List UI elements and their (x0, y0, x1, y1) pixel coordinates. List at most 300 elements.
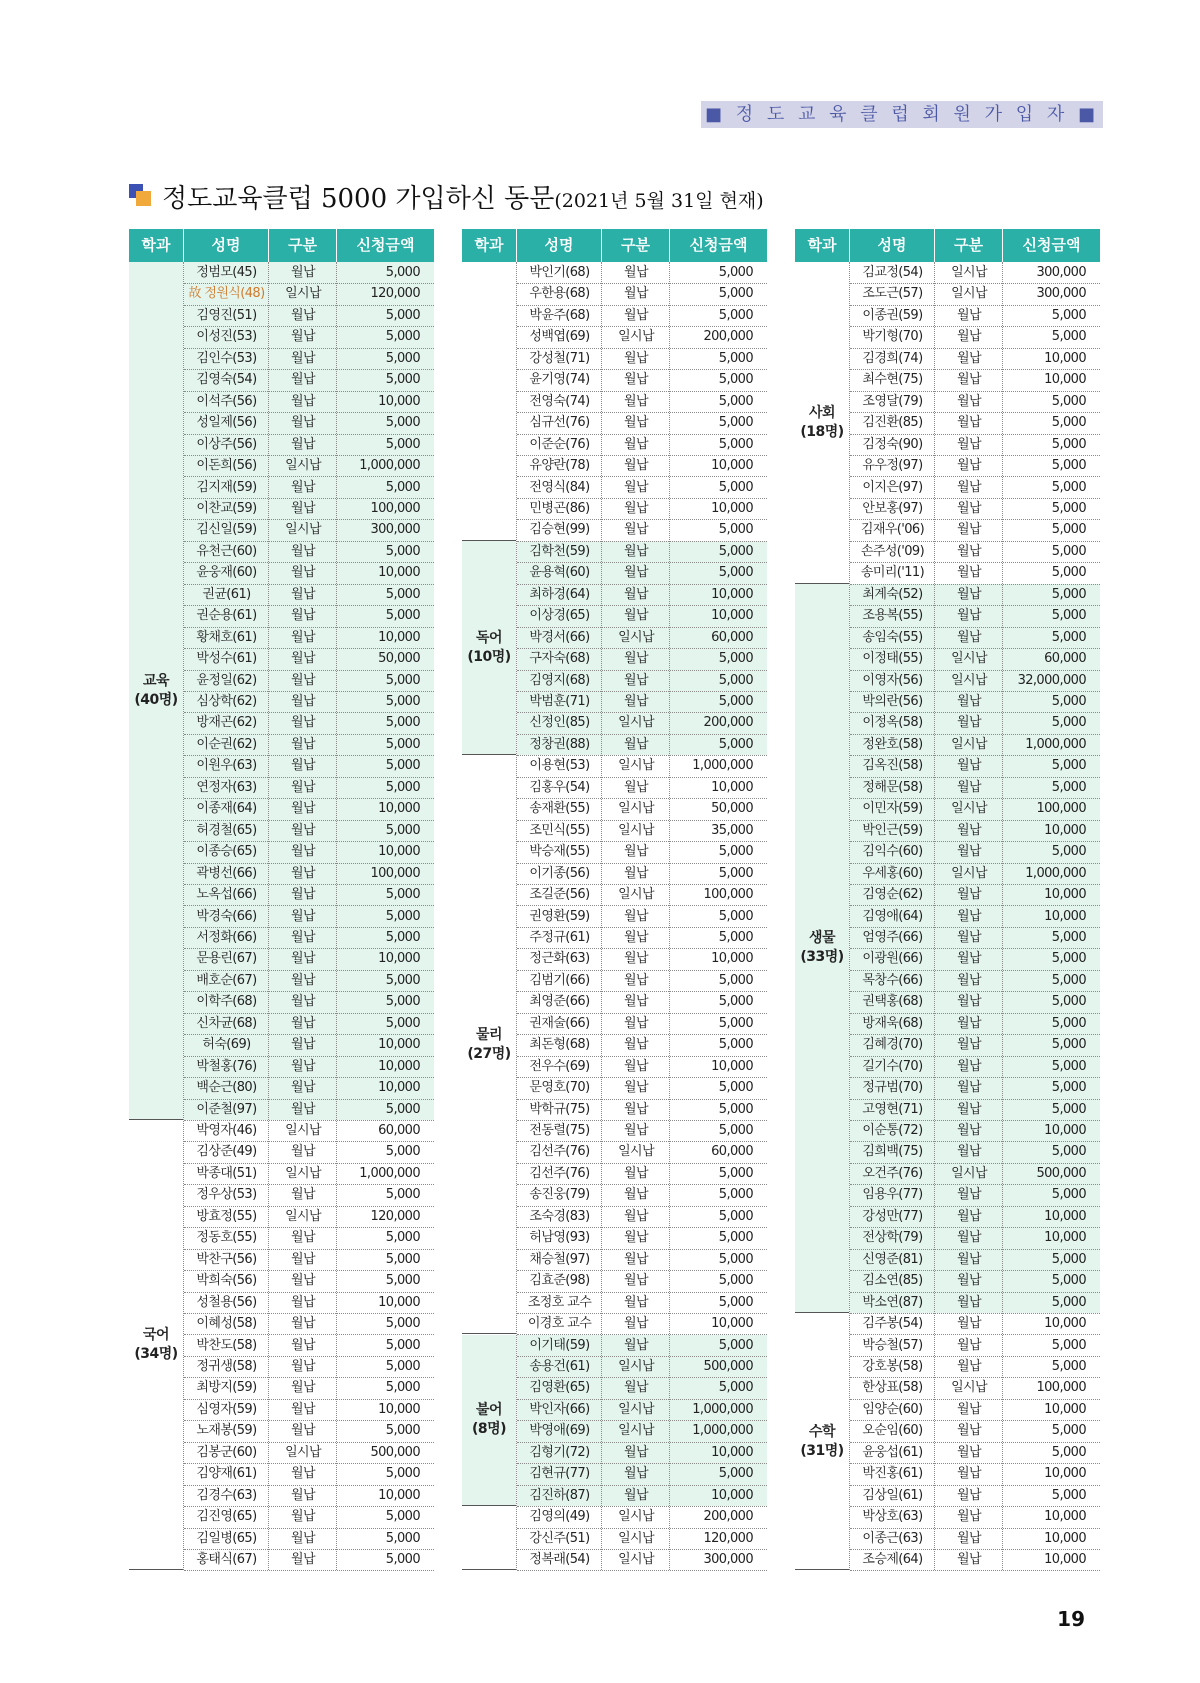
pledge-amount: 10,000 (1044, 1123, 1086, 1138)
pledge-amount: 10,000 (378, 801, 420, 817)
department-name: 교육 (142, 673, 170, 689)
table-row (184, 1528, 434, 1550)
member-name: 조용복(55) (862, 608, 923, 624)
pledge-amount: 5,000 (385, 415, 420, 431)
pledge-amount: 100,000 (703, 887, 753, 903)
payment-type: 월납 (624, 1273, 648, 1289)
table-row (517, 1420, 767, 1442)
pledge-amount: 5,000 (1051, 779, 1086, 795)
payment-type: 월납 (624, 1466, 648, 1482)
pledge-amount: 5,000 (1051, 994, 1086, 1010)
table-row (517, 948, 767, 970)
table-row (850, 1292, 1100, 1314)
table-row (184, 777, 434, 799)
table-row (184, 927, 434, 949)
payment-type: 월납 (624, 1444, 648, 1460)
pledge-amount: 5,000 (718, 1080, 753, 1096)
table-row (850, 884, 1100, 906)
department-count: (33명) (800, 949, 844, 966)
pledge-amount: 5,000 (718, 1294, 753, 1310)
table-row (517, 283, 767, 305)
member-name: 박찬구(56) (196, 1251, 257, 1267)
member-name: 조민식(55) (529, 822, 590, 838)
payment-type: 월납 (624, 458, 648, 474)
payment-type: 월납 (957, 972, 981, 988)
payment-type: 월납 (291, 329, 315, 345)
pledge-amount: 5,000 (1051, 565, 1086, 581)
payment-type: 월납 (957, 887, 981, 903)
table-header-cell: 학과 (462, 229, 516, 262)
member-name: 이종권(59) (862, 307, 923, 323)
table-row (517, 1227, 767, 1249)
member-name: 곽병선(66) (196, 865, 257, 881)
pledge-amount: 5,000 (1051, 415, 1086, 431)
member-name: 이순권(62) (196, 736, 257, 752)
payment-type: 일시납 (618, 1530, 654, 1546)
pledge-amount: 10,000 (711, 500, 753, 516)
table-row (517, 1120, 767, 1142)
table-row (517, 1335, 767, 1357)
member-name: 신정인(85) (529, 715, 590, 731)
pledge-amount: 10,000 (1044, 1208, 1086, 1224)
payment-type: 일시납 (618, 1423, 654, 1439)
table-row (850, 1056, 1100, 1078)
pledge-amount: 5,000 (385, 1466, 420, 1482)
member-name: 오건주(76) (862, 1165, 923, 1181)
payment-type: 월납 (624, 307, 648, 323)
table-row (517, 1034, 767, 1056)
member-name: 신영준(81) (862, 1251, 923, 1267)
pledge-amount: 10,000 (378, 844, 420, 860)
member-name: 민병곤(86) (529, 500, 590, 516)
member-name: 이민자(59) (862, 801, 923, 817)
pledge-amount: 5,000 (385, 1358, 420, 1374)
member-name: 홍태식(67) (196, 1552, 257, 1567)
pledge-amount: 5,000 (1051, 543, 1086, 559)
payment-type: 월납 (957, 1552, 981, 1567)
payment-type: 월납 (291, 951, 315, 967)
pledge-amount: 5,000 (385, 1509, 420, 1525)
pledge-amount: 5,000 (1051, 715, 1086, 731)
pledge-amount: 5,000 (718, 1208, 753, 1224)
pledge-amount: 5,000 (1051, 1337, 1086, 1353)
table-row (517, 1549, 767, 1571)
member-name: 심상학(62) (196, 694, 257, 709)
pledge-amount: 100,000 (1036, 1380, 1086, 1396)
table-row (184, 519, 434, 541)
member-name: 김영의(49) (529, 1509, 590, 1525)
payment-type: 월납 (957, 307, 981, 323)
table-row (517, 1528, 767, 1550)
member-name: 조승제(64) (862, 1552, 923, 1567)
payment-type: 일시납 (285, 1165, 321, 1181)
member-name: 정해문(58) (862, 779, 923, 795)
payment-type: 월납 (291, 908, 315, 924)
table-header-cell: 학과 (795, 229, 849, 262)
payment-type: 일시납 (285, 458, 321, 474)
table-row (517, 627, 767, 649)
member-name: 이원우(63) (196, 758, 257, 774)
pledge-amount: 500,000 (370, 1444, 420, 1460)
department-cell (795, 262, 849, 584)
member-name: 정근화(63) (529, 951, 590, 967)
table-row (850, 970, 1100, 992)
pledge-amount: 5,000 (385, 994, 420, 1010)
payment-type: 월납 (291, 1509, 315, 1525)
table-row (517, 1249, 767, 1271)
table-row (517, 1206, 767, 1228)
payment-type: 일시납 (618, 758, 654, 774)
table-row (184, 648, 434, 670)
pledge-amount: 120,000 (703, 1530, 753, 1546)
pledge-amount: 10,000 (1044, 350, 1086, 366)
pledge-amount: 10,000 (1044, 1230, 1086, 1246)
pledge-amount: 5,000 (385, 479, 420, 495)
payment-type: 월납 (291, 715, 315, 731)
table-row (184, 1420, 434, 1442)
member-name: 김교정(54) (862, 265, 923, 280)
table-row (850, 348, 1100, 370)
payment-type: 월납 (291, 779, 315, 795)
table-row (850, 841, 1100, 863)
member-name: 정동호(55) (196, 1230, 257, 1246)
table-row (850, 1206, 1100, 1228)
table-row (850, 1163, 1100, 1185)
payment-type: 월납 (957, 694, 981, 709)
payment-type: 월납 (291, 1187, 315, 1203)
table-header-cell: 성명 (850, 229, 934, 262)
table-row (517, 348, 767, 370)
table-row (184, 712, 434, 734)
payment-type: 월납 (957, 350, 981, 366)
table-row (850, 820, 1100, 842)
payment-type: 월납 (957, 629, 981, 645)
pledge-amount: 5,000 (718, 844, 753, 860)
pledge-amount: 5,000 (718, 929, 753, 945)
payment-type: 월납 (624, 865, 648, 881)
payment-type: 월납 (291, 1294, 315, 1310)
payment-type: 월납 (957, 908, 981, 924)
table-row (184, 1506, 434, 1528)
payment-type: 월납 (624, 651, 648, 667)
pledge-amount: 10,000 (711, 1058, 753, 1074)
payment-type: 월납 (291, 393, 315, 409)
pledge-amount: 5,000 (1051, 307, 1086, 323)
pledge-amount: 5,000 (718, 565, 753, 581)
table-row (517, 1463, 767, 1485)
member-name: 박진홍(61) (862, 1466, 923, 1482)
member-name: 성백엽(69) (529, 329, 590, 345)
member-name: 강호봉(58) (862, 1358, 923, 1374)
payment-type: 월납 (624, 265, 648, 280)
table-row (184, 1292, 434, 1314)
pledge-amount: 5,000 (1051, 329, 1086, 345)
table-row (517, 798, 767, 820)
payment-type: 월납 (291, 1273, 315, 1289)
member-name: 우세홍(60) (862, 865, 923, 881)
member-name: 송용건(61) (529, 1358, 590, 1374)
pledge-amount: 10,000 (711, 779, 753, 795)
member-name: 박승철(57) (862, 1337, 923, 1353)
payment-type: 월납 (291, 1080, 315, 1096)
payment-type: 월납 (291, 1230, 315, 1246)
table-row (850, 1377, 1100, 1399)
department-name: 수학 (808, 1423, 836, 1440)
table-row (184, 1463, 434, 1485)
member-name: 김승현(99) (529, 522, 590, 538)
table-row (517, 1163, 767, 1185)
table-row (517, 777, 767, 799)
table-row (184, 1056, 434, 1078)
table-row (850, 712, 1100, 734)
pledge-amount: 100,000 (370, 865, 420, 881)
pledge-amount: 5,000 (1051, 951, 1086, 967)
member-name: 송미리('11) (860, 565, 925, 581)
table-row (517, 1485, 767, 1507)
member-name: 이종재(64) (196, 801, 257, 817)
table-row (517, 519, 767, 541)
table-row (517, 670, 767, 692)
payment-type: 월납 (291, 672, 315, 688)
pledge-amount: 10,000 (378, 951, 420, 967)
payment-type: 월납 (291, 1251, 315, 1267)
table-row (184, 1399, 434, 1421)
pledge-amount: 5,000 (718, 265, 753, 280)
payment-type: 월납 (957, 1316, 981, 1332)
table-row (184, 541, 434, 563)
payment-type: 월납 (957, 479, 981, 495)
table-row (517, 326, 767, 348)
payment-type: 월납 (291, 565, 315, 581)
table-row (850, 562, 1100, 584)
payment-type: 월납 (624, 479, 648, 495)
table-row (850, 670, 1100, 692)
pledge-amount: 5,000 (385, 887, 420, 903)
payment-type: 월납 (291, 1337, 315, 1353)
payment-type: 일시납 (951, 865, 987, 881)
pledge-amount: 1,000,000 (359, 1165, 420, 1181)
payment-type: 일시납 (618, 1358, 654, 1374)
pledge-amount: 5,000 (385, 1316, 420, 1332)
department-cell (462, 262, 516, 541)
payment-type: 월납 (624, 565, 648, 581)
member-name: 허남영(93) (529, 1230, 590, 1246)
pledge-amount: 5,000 (1051, 608, 1086, 624)
payment-type: 월납 (957, 779, 981, 795)
member-name: 최영준(66) (529, 994, 590, 1010)
table-row (184, 1099, 434, 1121)
pledge-amount: 10,000 (378, 565, 420, 581)
payment-type: 일시납 (951, 672, 987, 688)
table-row (850, 1463, 1100, 1485)
payment-type: 월납 (291, 586, 315, 602)
member-name: 최돈형(68) (529, 1037, 590, 1053)
table-row (850, 798, 1100, 820)
member-name: 최계숙(52) (862, 586, 923, 602)
table-header-cell: 구분 (935, 229, 1002, 262)
payment-type: 월납 (291, 651, 315, 667)
member-name: 윤기영(74) (529, 372, 590, 388)
payment-type: 월납 (291, 543, 315, 559)
table-header-cell: 구분 (269, 229, 336, 262)
member-name: 박승재(55) (529, 844, 590, 860)
member-name: 이석주(56) (196, 393, 257, 409)
member-name: 허경철(65) (196, 822, 257, 838)
table-row (184, 455, 434, 477)
department-name: 물리 (475, 1026, 503, 1043)
member-name: 연정자(63) (196, 779, 257, 795)
payment-type: 월납 (957, 1358, 981, 1374)
table-row (850, 1313, 1100, 1335)
table-row (184, 498, 434, 520)
payment-type: 월납 (957, 415, 981, 431)
department-count: (40명) (134, 692, 178, 708)
member-name: 김영숙(54) (196, 372, 257, 388)
member-name: 이기종(56) (529, 865, 590, 881)
pledge-amount: 10,000 (1044, 372, 1086, 388)
pledge-amount: 5,000 (385, 1251, 420, 1267)
table-row (850, 1227, 1100, 1249)
pledge-amount: 10,000 (711, 1316, 753, 1332)
table-row (850, 691, 1100, 713)
member-name: 조도근(57) (862, 286, 923, 302)
pledge-amount: 5,000 (1051, 929, 1086, 945)
payment-type: 월납 (624, 1015, 648, 1031)
member-table-3 (795, 229, 1100, 1570)
payment-type: 월납 (624, 522, 648, 538)
payment-type: 월납 (957, 372, 981, 388)
payment-type: 월납 (957, 1401, 981, 1417)
table-row (850, 326, 1100, 348)
payment-type: 월납 (957, 1294, 981, 1310)
member-name: 김효준(98) (529, 1273, 590, 1289)
pledge-amount: 5,000 (385, 758, 420, 774)
payment-type: 월납 (291, 844, 315, 860)
member-name: 허숙(69) (202, 1037, 251, 1053)
table-row (184, 841, 434, 863)
member-name: 이정옥(58) (862, 715, 923, 731)
table-row (184, 326, 434, 348)
member-name: 방재욱(68) (862, 1015, 923, 1031)
member-name: 박범훈(71) (529, 694, 590, 709)
member-name: 김선주(76) (529, 1165, 590, 1181)
table-row (184, 991, 434, 1013)
member-name: 김양재(61) (196, 1466, 257, 1482)
payment-type: 월납 (957, 1187, 981, 1203)
payment-type: 월납 (291, 1144, 315, 1160)
pledge-amount: 10,000 (1044, 1316, 1086, 1332)
payment-type: 월납 (291, 694, 315, 709)
table-row (184, 1270, 434, 1292)
table-row (517, 734, 767, 756)
pledge-amount: 5,000 (718, 436, 753, 452)
payment-type: 월납 (957, 329, 981, 345)
table-row (850, 927, 1100, 949)
pledge-amount: 50,000 (378, 651, 420, 667)
department-cell (462, 541, 516, 756)
member-name: 심규선(76) (529, 415, 590, 431)
pledge-amount: 500,000 (1036, 1165, 1086, 1181)
member-name: 김형기(72) (529, 1444, 590, 1460)
table-row (850, 605, 1100, 627)
pledge-amount: 5,000 (1051, 479, 1086, 495)
pledge-amount: 10,000 (1044, 1509, 1086, 1525)
pledge-amount: 1,000,000 (692, 758, 753, 774)
table-row (184, 863, 434, 885)
payment-type: 월납 (291, 1015, 315, 1031)
pledge-amount: 5,000 (1051, 1251, 1086, 1267)
member-name: 신차균(68) (196, 1015, 257, 1031)
member-name: 구자숙(68) (529, 651, 590, 667)
member-name: 정귀생(58) (196, 1358, 257, 1374)
member-name: 김주봉(54) (862, 1316, 923, 1332)
payment-type: 월납 (624, 1337, 648, 1353)
payment-type: 일시납 (618, 1509, 654, 1525)
member-name: 정창권(88) (529, 736, 590, 752)
member-name: 박희숙(56) (196, 1273, 257, 1289)
pledge-amount: 5,000 (718, 651, 753, 667)
payment-type: 월납 (624, 1380, 648, 1396)
table-row (184, 884, 434, 906)
title-text: 정도교육클럽 5000 가입하신 동문 (162, 184, 555, 214)
table-row (517, 1292, 767, 1314)
member-name: 방효정(55) (196, 1208, 257, 1224)
pledge-amount: 10,000 (711, 608, 753, 624)
payment-type: 월납 (624, 436, 648, 452)
member-name: 권재술(66) (529, 1015, 590, 1031)
member-name: 이경호 교수 (527, 1316, 592, 1332)
member-name: 우한용(68) (529, 286, 590, 302)
member-name: 박윤주(68) (529, 307, 590, 323)
pledge-amount: 5,000 (718, 1165, 753, 1181)
member-name: 성일제(56) (196, 415, 257, 431)
pledge-amount: 5,000 (385, 1552, 420, 1567)
member-name: 김진하(87) (529, 1487, 590, 1503)
payment-type: 일시납 (618, 1552, 654, 1567)
pledge-amount: 5,000 (718, 1037, 753, 1053)
pledge-amount: 10,000 (378, 1487, 420, 1503)
table-row (184, 1249, 434, 1271)
payment-type: 월납 (957, 1058, 981, 1074)
payment-type: 월납 (291, 1358, 315, 1374)
table-row (517, 755, 767, 777)
payment-type: 월납 (624, 543, 648, 559)
pledge-amount: 5,000 (385, 736, 420, 752)
member-name: 문용린(67) (196, 951, 257, 967)
payment-type: 월납 (624, 1165, 648, 1181)
payment-type: 월납 (624, 1294, 648, 1310)
table-header-cell: 신청금액 (1003, 229, 1100, 262)
table-row (184, 798, 434, 820)
table-row (184, 348, 434, 370)
member-name: 권택홍(68) (862, 994, 923, 1010)
payment-type: 월납 (957, 1037, 981, 1053)
table-row (517, 1184, 767, 1206)
pledge-amount: 5,000 (1051, 1058, 1086, 1074)
pledge-amount: 300,000 (1036, 265, 1086, 280)
payment-type: 일시납 (951, 265, 987, 280)
member-name: 김지재(59) (196, 479, 257, 495)
payment-type: 일시납 (618, 629, 654, 645)
member-name: 박성수(61) (196, 651, 257, 667)
table-row (517, 1399, 767, 1421)
table-row (517, 584, 767, 606)
pledge-amount: 5,000 (718, 522, 753, 538)
department-count: (10명) (467, 649, 511, 666)
pledge-amount: 5,000 (385, 436, 420, 452)
table-row (517, 712, 767, 734)
member-name: 김인수(53) (196, 350, 257, 366)
